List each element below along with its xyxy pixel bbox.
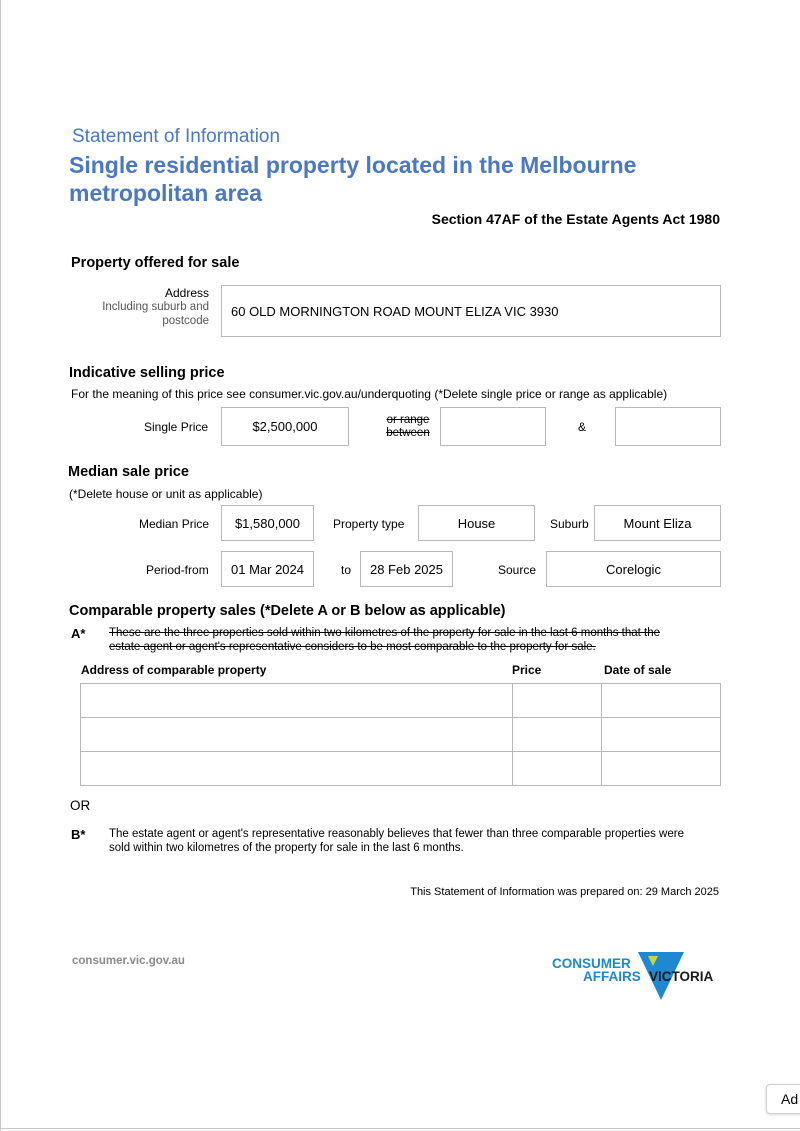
option-a-marker: A* [71, 626, 86, 641]
comparable-address-cell[interactable] [81, 718, 513, 752]
page-left-edge [0, 0, 1, 1131]
logo-text-affairs: AFFAIRS [583, 969, 641, 984]
period-to-field[interactable]: 28 Feb 2025 [360, 551, 453, 587]
single-price-field[interactable]: $2,500,000 [221, 407, 349, 446]
address-sublabel-1: Including suburb and [102, 301, 209, 313]
indicative-heading: Indicative selling price [69, 365, 225, 381]
logo-text-victoria: VICTORIA [649, 969, 714, 984]
comparable-price-cell[interactable] [512, 718, 602, 752]
comparable-sales-table [80, 683, 721, 786]
title-line-2: metropolitan area [69, 180, 262, 206]
option-b-line-1: The estate agent or agent's representative reasonably believes that fewer than three comparable properties were [109, 828, 684, 840]
median-heading: Median sale price [68, 464, 189, 480]
period-from-label: Period-from [146, 563, 209, 577]
comparable-address-cell[interactable] [81, 684, 513, 718]
range-label-1: or range [386, 414, 430, 426]
comparable-price-cell[interactable] [512, 752, 602, 786]
indicative-note: For the meaning of this price see consumer.vic.gov.au/underquoting (*Delete single price or range as applicable) [71, 387, 668, 401]
option-a-line-1: These are the three properties sold within two kilometres of the property for sale in the last 6 months that the [109, 627, 661, 639]
document-kicker: Statement of Information [72, 126, 281, 147]
column-header-date: Date of sale [604, 663, 672, 677]
title-line-1: Single residential property located in the Melbourne [69, 152, 637, 178]
suburb-label: Suburb [550, 517, 589, 531]
option-b-marker: B* [71, 827, 86, 842]
website-link[interactable]: consumer.vic.gov.au [72, 955, 185, 967]
median-note: (*Delete house or unit as applicable) [69, 487, 263, 501]
option-a-text [109, 626, 729, 654]
document-title [69, 151, 689, 207]
address-sublabel-2: postcode [162, 315, 209, 327]
table-row [81, 718, 721, 752]
property-type-field[interactable]: House [418, 505, 535, 541]
page-bottom-edge [0, 1128, 800, 1129]
source-label: Source [498, 563, 537, 577]
option-a-line-2: estate agent or agent's representative considers to be most comparable to the property for sale. [109, 641, 596, 653]
range-from-field[interactable] [440, 407, 546, 446]
comparable-date-cell[interactable] [602, 684, 721, 718]
comparable-address-cell[interactable] [81, 752, 513, 786]
address-label-group [102, 286, 209, 328]
column-header-address: Address of comparable property [81, 663, 267, 677]
property-heading: Property offered for sale [71, 255, 240, 271]
range-to-field[interactable] [615, 407, 721, 446]
prepared-date: This Statement of Information was prepared on: 29 March 2025 [410, 886, 719, 898]
period-to-label: to [341, 563, 352, 577]
consumer-affairs-victoria-logo [548, 948, 726, 1004]
median-price-field[interactable]: $1,580,000 [221, 505, 314, 541]
suburb-field[interactable]: Mount Eliza [594, 505, 721, 541]
or-divider: OR [70, 798, 91, 813]
section-reference: Section 47AF of the Estate Agents Act 1980 [431, 211, 720, 227]
comparable-heading: Comparable property sales (*Delete A or B below as applicable) [69, 603, 506, 619]
property-type-label: Property type [333, 517, 405, 531]
single-price-label: Single Price [144, 420, 209, 434]
range-and-label: & [578, 420, 587, 434]
comparable-price-cell[interactable] [512, 684, 602, 718]
option-b-line-2: sold within two kilometres of the property for sale in the last 6 months. [109, 842, 464, 854]
logo-text-consumer: CONSUMER [552, 956, 631, 971]
address-field[interactable]: 60 OLD MORNINGTON ROAD MOUNT ELIZA VIC 3930 [221, 285, 721, 337]
ad-button[interactable]: Ad [766, 1084, 800, 1114]
address-label: Address [164, 286, 209, 300]
table-row [81, 684, 721, 718]
option-b-text [109, 827, 729, 855]
table-row [81, 752, 721, 786]
source-field[interactable]: Corelogic [546, 551, 721, 587]
period-from-field[interactable]: 01 Mar 2024 [221, 551, 314, 587]
column-header-price: Price [512, 663, 542, 677]
range-label-2: between [386, 427, 430, 439]
median-price-label: Median Price [139, 517, 210, 531]
range-label [380, 414, 436, 440]
comparable-date-cell[interactable] [602, 718, 721, 752]
comparable-date-cell[interactable] [602, 752, 721, 786]
